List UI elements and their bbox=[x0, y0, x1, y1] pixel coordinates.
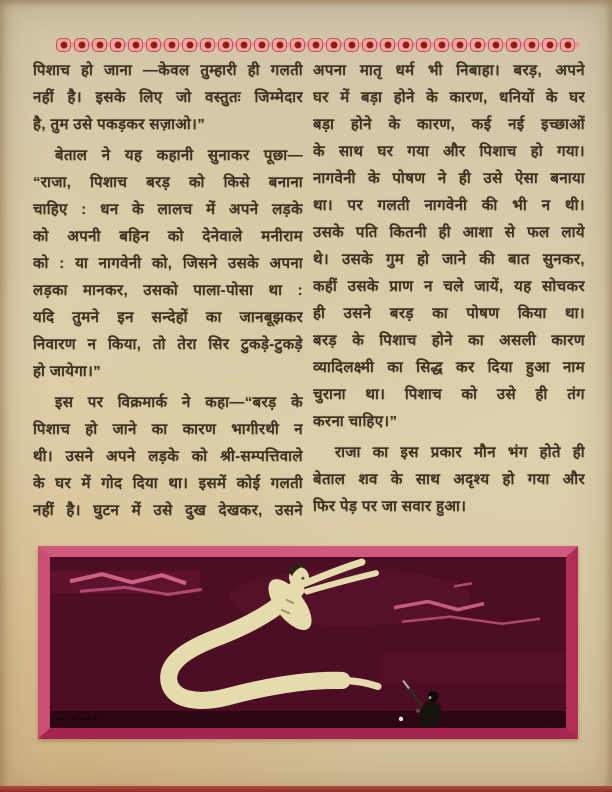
text-line: “राजा, पिशाच बरड़ को किसे बनाना bbox=[33, 174, 303, 191]
ghost-eye bbox=[302, 577, 305, 580]
ornament-bead bbox=[200, 38, 215, 52]
figure-hand bbox=[416, 709, 420, 713]
text-line: व्यादिलक्ष्मी का सिद्ध कर दिया हुआ नाम bbox=[313, 359, 585, 376]
text-line: अपना मातृ धर्म भी निबाहा। बरड़, अपने bbox=[313, 62, 585, 79]
sword-icon bbox=[407, 686, 421, 706]
text-line: के साथ घर गया और पिशाच हो गया। bbox=[313, 143, 585, 160]
ornament-bead bbox=[326, 38, 341, 52]
figure-face-highlight bbox=[429, 696, 432, 699]
text-line: के घर में गोद दिया था। इसमें कोई गलती bbox=[33, 475, 303, 492]
text-line: यदि तुमने इन सन्देहों का जानबूझकर bbox=[33, 309, 303, 326]
text-line: पिशाच हो जाना —केवल तुम्हारी ही गलती bbox=[33, 62, 303, 79]
ornament-bead bbox=[506, 38, 521, 52]
text-line: करना चाहिए।” bbox=[313, 413, 398, 430]
text-line: चुराना था। पिशाच को उसे ही तंग bbox=[313, 386, 585, 403]
text-line: घर में बड़ा होने के कारण, धनियों के घर bbox=[313, 89, 585, 106]
illustration-canvas bbox=[50, 557, 566, 728]
paragraph bbox=[313, 57, 585, 435]
text-line: नागवेनी के पोषण ने ही उसे ऐसा बनाया bbox=[313, 170, 585, 187]
ornament-bead bbox=[92, 38, 107, 52]
figure-body bbox=[420, 701, 442, 727]
ground-shadow-band bbox=[50, 711, 566, 728]
ornament-bead bbox=[380, 38, 395, 52]
ornament-bead bbox=[110, 38, 125, 52]
story-illustration bbox=[38, 546, 578, 739]
paragraph bbox=[33, 389, 303, 524]
text-line: इस पर विक्रमार्क ने कहा—“बरड़ के bbox=[55, 394, 303, 411]
ornament-bead bbox=[182, 38, 197, 52]
text-line: ही उसने बरड़ का पोषण किया था। bbox=[313, 305, 585, 322]
page-bottom-edge bbox=[0, 786, 612, 792]
text-line: है, तुम उसे पकड़कर सज़ाओ।” bbox=[33, 116, 206, 133]
text-line: बड़ा होने के कारण, कई नई इच्छाओं bbox=[313, 116, 585, 133]
text-line: चाहिए : धन के लालच में अपने लड़के bbox=[33, 201, 303, 218]
text-line: लड़का मानकर, उसको पाला-पोसा था : bbox=[33, 282, 303, 299]
text-line: नहीं है। घुटन में उसे दुख देखकर, उसने bbox=[33, 502, 303, 519]
text-line: नहीं है। इसके लिए जो वस्तुतः जिम्मेदार bbox=[33, 89, 303, 106]
betal-ghost-figure bbox=[169, 562, 378, 700]
ornament-bead bbox=[560, 38, 575, 52]
ornament-bead bbox=[272, 38, 287, 52]
ornament-bead bbox=[488, 38, 503, 52]
paragraph bbox=[33, 57, 303, 138]
text-line: हो जायेगा।” bbox=[33, 363, 102, 380]
ornament-bead bbox=[308, 38, 323, 52]
ornament-bead bbox=[56, 38, 71, 52]
text-line: बरड़ के पिशाच होने का असली कारण bbox=[313, 332, 585, 349]
ornament-bead bbox=[254, 38, 269, 52]
ornament-bead bbox=[362, 38, 377, 52]
ornament-bead bbox=[128, 38, 143, 52]
text-line: को : या नागवेनी को, जिसने उसके अपना bbox=[33, 255, 303, 272]
text-line: था। पर गलती नागवेनी की भी न थी। bbox=[313, 197, 585, 214]
ground-spark bbox=[399, 717, 403, 721]
ornament-bead bbox=[146, 38, 161, 52]
ornament-bead bbox=[524, 38, 539, 52]
text-line: बेताल ने यह कहानी सुनाकर पूछा— bbox=[55, 147, 303, 164]
text-line: को अपनी बहिन को देनेवाले मनीराम bbox=[33, 228, 303, 245]
lightning-streak-icon bbox=[454, 583, 472, 586]
ornament-bead bbox=[434, 38, 449, 52]
text-line: थे। उसके गुम हो जाने की बात सुनकर, bbox=[313, 251, 585, 268]
text-line: पिशाच हो जाने का कारण भागीरथी न bbox=[33, 421, 303, 438]
ornament-bead bbox=[164, 38, 179, 52]
right-column bbox=[313, 57, 585, 520]
ornament-bead bbox=[542, 38, 557, 52]
ornament-bead bbox=[74, 38, 89, 52]
ornament-bead bbox=[470, 38, 485, 52]
ornament-bead bbox=[290, 38, 305, 52]
paragraph bbox=[313, 439, 585, 520]
text-line: फिर पेड़ पर जा सवार हुआ। bbox=[313, 498, 467, 515]
background-smear bbox=[380, 653, 566, 683]
ornament-bead bbox=[218, 38, 233, 52]
ornament-bead bbox=[236, 38, 251, 52]
text-line: थी। उसने अपने लड़के को श्री-सम्पत्तिवाले bbox=[33, 448, 303, 465]
ornament-bead bbox=[416, 38, 431, 52]
ornament-bead bbox=[452, 38, 467, 52]
paragraph bbox=[33, 142, 303, 385]
ornament-bead bbox=[398, 38, 413, 52]
left-column bbox=[33, 57, 303, 524]
ornament-band bbox=[56, 36, 580, 53]
text-line: उसके पति कितनी ही आशा से फल लाये bbox=[313, 224, 585, 241]
text-line: कहीं उसके प्राण न चले जायें, यह सोचकर bbox=[313, 278, 585, 295]
text-line: बेताल शव के साथ अदृश्य हो गया और bbox=[313, 471, 585, 488]
text-line: निवारण न किया, तो तेरा सिर टुकड़े-टुकड़े bbox=[33, 336, 303, 353]
ornament-bead bbox=[344, 38, 359, 52]
text-line: राजा का इस प्रकार मौन भंग होते ही bbox=[335, 444, 585, 461]
